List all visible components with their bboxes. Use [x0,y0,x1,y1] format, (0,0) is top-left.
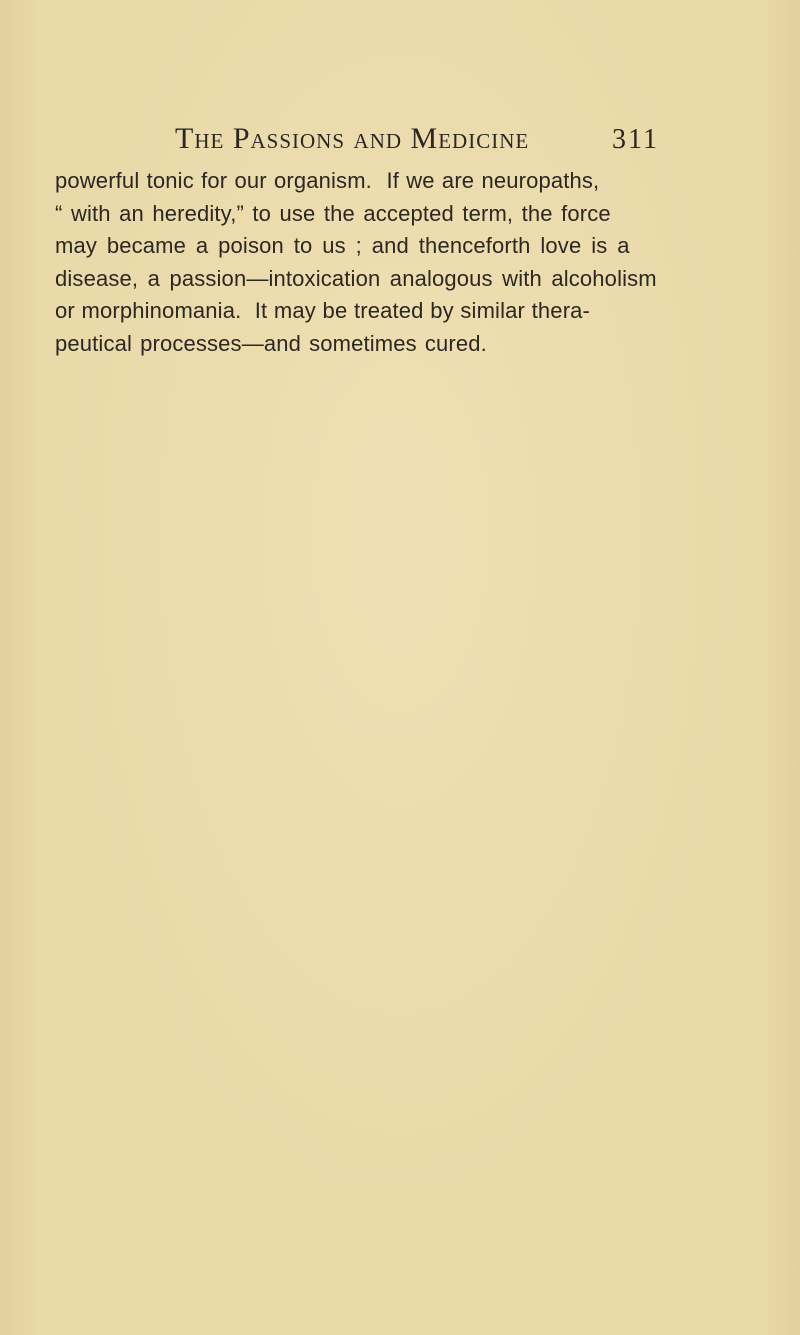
running-title: The Passions and Medicine [175,122,530,155]
running-head [0,122,800,168]
book-page: The Passions and Medicine 311 powerful tonic for our organism. If we are neuropaths, “ with an heredity,” to use the accepted term, the force may became a poison to us ; and thenceforth love is a disease, a passion—intoxication analogous with alcoholism or morphinomania. It may be treated by similar thera- peutical processes—and sometimes cured. [0,0,800,1335]
page-number: 311 [612,124,659,155]
